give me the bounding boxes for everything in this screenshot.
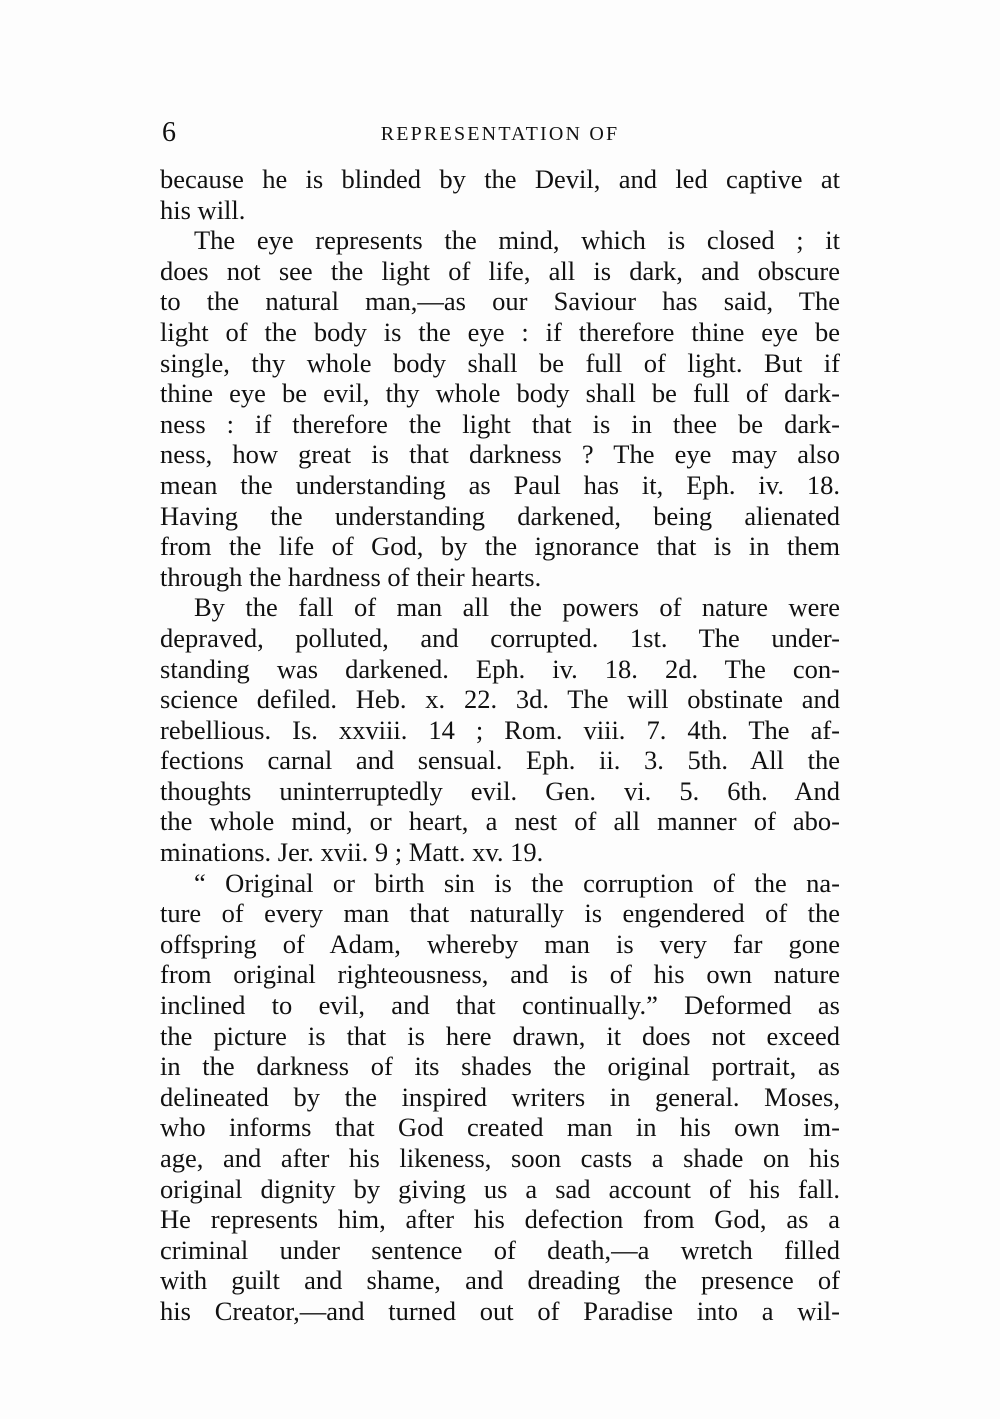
text-line: thine eye be evil, thy whole body shall be full of dark-	[160, 378, 840, 409]
text-line: single, thy whole body shall be full of light. But if	[160, 347, 840, 378]
text-line: original dignity by giving us a sad account of his fall.	[160, 1173, 840, 1204]
text-line: inclined to evil, and that continually.” Deformed as	[160, 990, 840, 1021]
text-line: light of the body is the eye : if therefore thine eye be	[160, 316, 840, 347]
text-line: “ Original or birth sin is the corruption of the na-	[194, 867, 840, 898]
text-line: age, and after his likeness, soon casts a shade on his	[160, 1143, 840, 1173]
text-line: delineated by the inspired writers in general. Moses,	[160, 1081, 840, 1112]
text-line: because he is blinded by the Devil, and led captive at	[160, 164, 840, 194]
text-line: criminal under sentence of death,—a wretch filled	[160, 1234, 840, 1265]
text-line: offspring of Adam, whereby man is very far gone	[160, 928, 840, 959]
text-line: By the fall of man all the powers of nature were	[194, 592, 840, 623]
text-line: The eye represents the mind, which is closed ; it	[194, 225, 840, 256]
text-line: in the darkness of its shades the original portrait, as	[160, 1051, 840, 1082]
running-title: REPRESENTATION OF	[380, 123, 620, 145]
text-line: the picture is that is here drawn, it does not exceed	[160, 1020, 840, 1051]
text-line: ness, how great is that darkness ? The eye may also	[160, 439, 840, 470]
text-line: ture of every man that naturally is engendered of the	[160, 898, 840, 929]
text-line: Having the understanding darkened, being alienated	[160, 500, 840, 531]
text-line: from original righteousness, and is of his own nature	[160, 959, 840, 990]
text-line: the whole mind, or heart, a nest of all manner of abo-	[160, 806, 840, 837]
text-line: standing was darkened. Eph. iv. 18. 2d. The con-	[160, 653, 840, 684]
text-line: his will.	[160, 194, 246, 225]
text-line: He represents him, after his defection from God, as a	[160, 1204, 840, 1235]
text-line: from the life of God, by the ignorance that is in them	[160, 531, 840, 562]
text-line: to the natural man,—as our Saviour has said, The	[160, 286, 840, 317]
text-line: through the hardness of their hearts.	[160, 561, 542, 592]
body-text	[160, 164, 840, 1327]
text-line: minations. Jer. xvii. 9 ; Matt. xv. 19.	[160, 837, 544, 868]
text-line: fections carnal and sensual. Eph. ii. 3. 5th. All the	[160, 745, 840, 776]
text-line: rebellious. Is. xxviii. 14 ; Rom. viii. 7. 4th. The af-	[160, 714, 840, 745]
text-line: science defiled. Heb. x. 22. 3d. The will obstinate and	[160, 684, 840, 715]
text-line: with guilt and shame, and dreading the presence of	[160, 1265, 840, 1296]
text-line: does not see the light of life, all is dark, and obscure	[160, 255, 840, 286]
text-line: thoughts uninterruptedly evil. Gen. vi. 5. 6th. And	[160, 775, 840, 806]
text-line: ness : if therefore the light that is in thee be dark-	[160, 408, 840, 439]
text-line: mean the understanding as Paul has it, Eph. iv. 18.	[160, 469, 840, 500]
text-line: his Creator,—and turned out of Paradise into a wil-	[160, 1295, 840, 1326]
page-header	[160, 118, 840, 148]
text-line: who informs that God created man in his own im-	[160, 1112, 840, 1143]
page-number: 6	[162, 117, 176, 148]
text-line: depraved, polluted, and corrupted. 1st. The under-	[160, 622, 840, 653]
